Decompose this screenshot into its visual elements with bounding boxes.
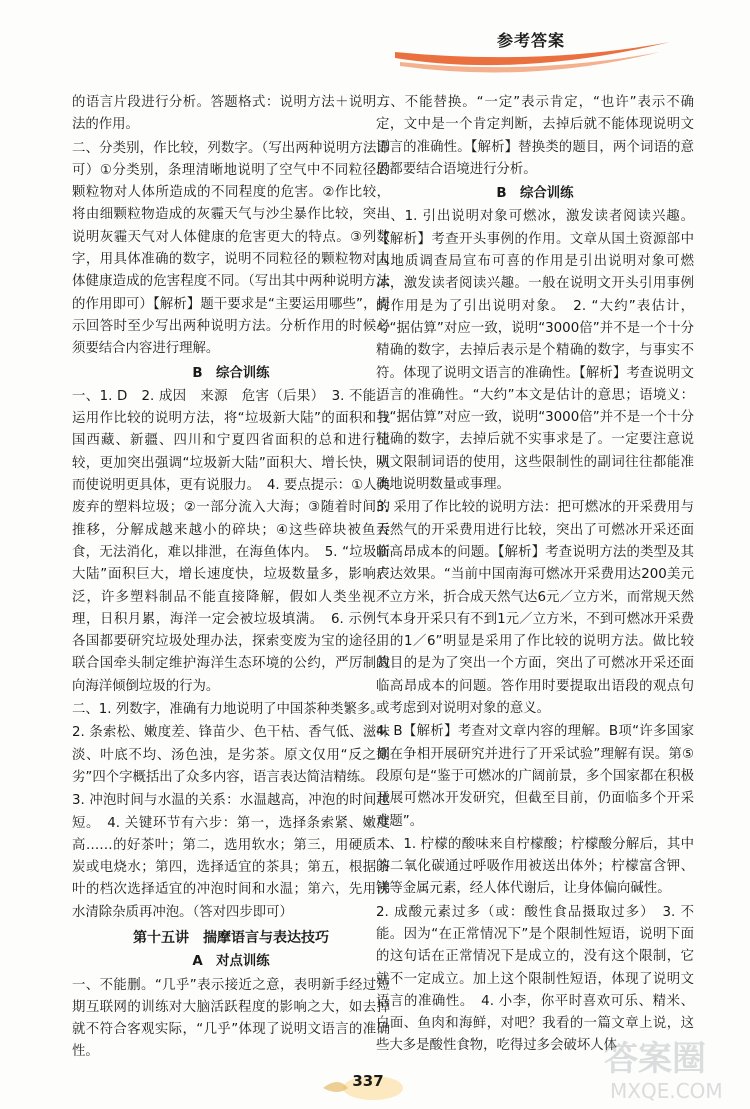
answer-paragraph: 的语言片段进行分析。答题格式：说明方法＋说明方法的作用。: [72, 95, 390, 133]
header-title: 参考答案: [497, 31, 566, 50]
page-number: 337: [352, 1072, 384, 1090]
right-column: [376, 92, 694, 1059]
answer-paragraph: 2. 成酸元素过多（或：酸性食品摄取过多） 3. 不能。因为“在正常情况下”是个限制性短语，说明下面的这句话在正常情况下是成立的，没有这个限制，它就不一定成立。加上这个限制性短语，体现了说明文语言的准确性。 4. 小李，你平时喜欢可乐、精米、白面、鱼肉和海鲜，对吧？我看的一篇文章上说，这些大多是酸性食物，吃得过多会破坏人体: [376, 904, 694, 1054]
answer-paragraph: 2. 条索松、嫩度差、锋苗少、色干枯、香气低、滋味淡、叶底不均、汤色浊，是劣茶。原文仅用“反之则劣”四个字概括出了众多内容，语言表达简洁精练。: [72, 725, 390, 785]
answer-paragraph: 3. 采用了作比较的说明方法：把可燃冰的开采费用与天然气的开采费用进行比较，突出了可燃冰开采还面临高昂成本的问题。【解析】考查说明方法的类型及其表达效果。“当前中国南海可燃冰开采费用达200美元／立方米，折合成天然气达6元／立方米，而常规天然气本身开采只有不到1元／立方米，不到可燃冰开采费用的1／6”明显是采用了作比较的说明方法。做比较的目的是为了突出一个方面，突出了可燃冰开采还面临高昂成本的问题。答作用时要提取出语段的观点句或考虑到对说明对象的意义。: [376, 500, 694, 717]
section-heading: B 综合训练: [496, 186, 574, 202]
watermark-logo: [598, 1030, 748, 1108]
answer-paragraph: 一、1. 引出说明对象可燃冰，激发读者阅读兴趣。【解析】考查开头事例的作用。文章从国土资源部中国地质调查局宣布可喜的作用是引出说明对象可燃冰，激发读者阅读兴趣。一般在说明文开头引用事例的作用是为了引出说明对象。 2. “大约”表估计，与“据估算”对应一致，说明“3000倍”并不是一个十分精确的数字，去掉后表示是个精确的数字，与事实不符。体现了说明文语言的准确性。【解析】考查说明文语言的准确性。“大约”本文是估计的意思；语境义：与“据估算”对应一致，说明“3000倍”并不是一个十分精确的数字，去掉后就不实事求是了。一定要注意说明文限制词语的使用，这些限制性的副词往往都能准确地说明数量或事理。: [376, 209, 694, 493]
svg-text:答案圈: 答案圈: [604, 1039, 706, 1079]
answer-paragraph: 3. 冲泡时间与水温的关系：水温越高，冲泡的时间越短。 4. 关键环节有六步：第一，选择条索紧、嫩度高……的好茶叶；第二，选用软水；第三，用硬质木炭或电烧水；第四，选择适宜的茶具；第五，根据茶叶的档次选择适宜的冲泡时间和水温；第六，先用沸水清除杂质再冲泡。（答对四步即可）: [72, 793, 390, 920]
svg-text:MXQE.COM: MXQE.COM: [610, 1079, 723, 1103]
page-header: [0, 0, 750, 90]
answer-paragraph: 二、不能替换。“一定”表示肯定，“也许”表示不确定，文中是一个肯定判断，去掉后就不能体现说明文语言的准确性。【解析】替换类的题目，两个词语的意思都要结合语境进行分析。: [376, 95, 694, 177]
section-heading: A 对点训练: [192, 954, 270, 970]
answer-paragraph: 二、1. 柠檬的酸味来自柠檬酸；柠檬酸分解后，其中的二氧化碳通过呼吸作用被送出体外；柠檬富含钾、镁等金属元素，经人体代谢后，让身体偏向碱性。: [376, 836, 694, 897]
answer-paragraph: 二、分类别，作比较，列数字。（写出两种说明方法即可）①分类别，条理清晰地说明了空气中不同粒径的颗粒物对人体所造成的不同程度的危害。②作比较，将由细颗粒物造成的灰霾天气与沙尘暴作比较，突出说明灰霾天气对人体健康的危害更大的特点。③列数字，用具体准确的数字，说明不同粒径的颗粒物对人体健康造成的危害程度不同。（写出其中两种说明方法的作用即可）【解析】题干要求是“主要运用哪些”，提示回答时至少写出两种说明方法。分析作用的时候必须要结合内容进行理解。: [72, 140, 390, 357]
answer-paragraph: 一、1. D 2. 成因 来源 危害（后果） 3. 不能。运用作比较的说明方法，将“垃圾新大陆”的面积和我国西藏、新疆、四川和宁夏四省面积的总和进行比较，更加突出强调“垃圾新大陆”面积大、增长快，从而使说明更具体，更有说服力。 4. 要点提示：①人类废弃的塑料垃圾；②一部分流入大海；③随着时间的推移，分解成越来越小的碎块；④这些碎块被鱼吞食，无法消化，难以排泄，在海鱼体内。 5. “垃圾新大陆”面积巨大，增长速度快，垃圾数量多，影响广泛，许多塑料制品不能直接降解，假如人类坐视不理，日积月累，海洋一定会被垃圾填满。 6. 示例：各国都要研究垃圾处理办法，探索变废为宝的途径。联合国牵头制定维护海洋生态环境的公约，严厉制裁向海洋倾倒垃圾的行为。: [72, 388, 390, 694]
answer-paragraph: 二、1. 列数字，准确有力地说明了中国茶种类繁多。: [72, 702, 384, 718]
left-column: [72, 92, 390, 1065]
lecture-heading: 第十五讲 揣摩语言与表达技巧: [133, 929, 329, 946]
answer-paragraph: 一、不能删。“几乎”表示接近之意，表明新手经过短期互联网的训练对大脑活跃程度的影响之大，如去掉就不符合客观实际，“几乎”体现了说明文语言的准确性。: [72, 977, 390, 1060]
section-heading: B 综合训练: [192, 365, 270, 381]
answer-paragraph: 4. B【解析】考查对文章内容的理解。B项“许多国家都在争相开展研究并进行了开采试验”理解有误。第⑤段原句是“鉴于可燃冰的广阔前景，多个国家都在积极开展可燃冰开发研究，但截至目前，仍面临多个开采难题”。: [376, 724, 694, 829]
